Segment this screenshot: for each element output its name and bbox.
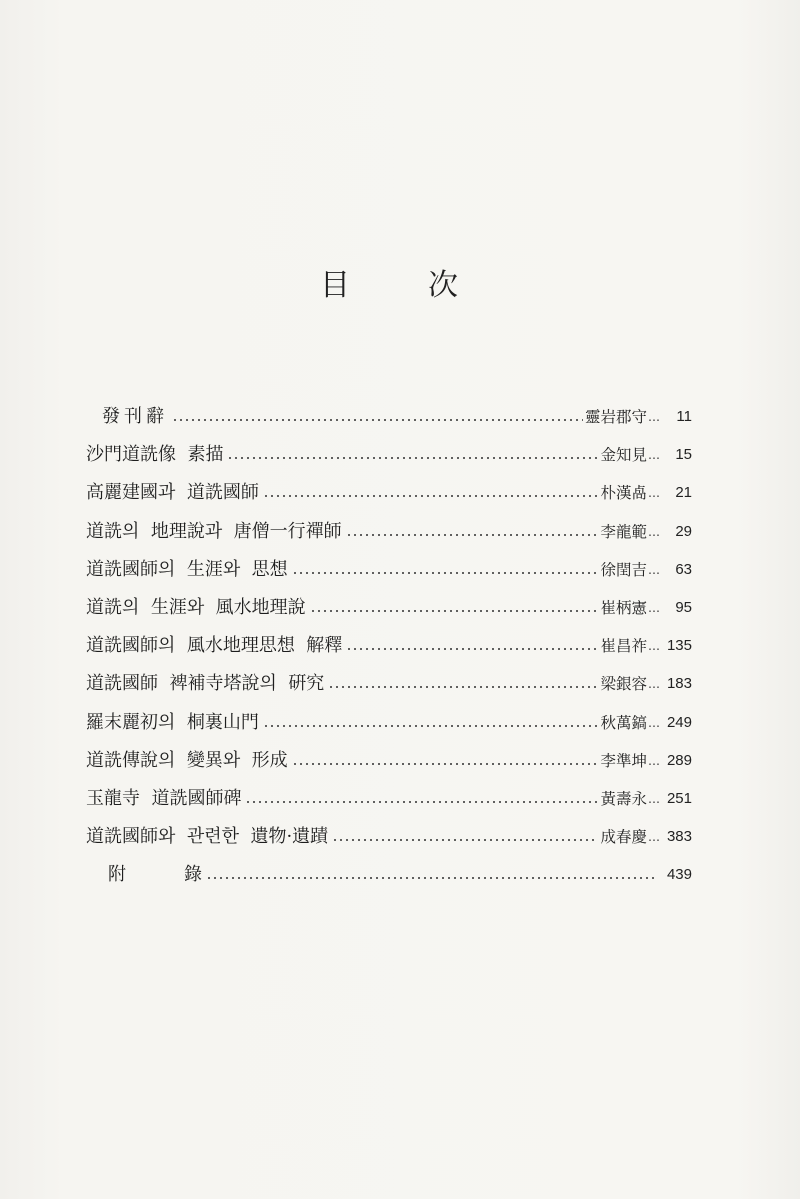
- toc-leader-dots: [206, 877, 658, 879]
- toc-entry-title: 羅末麗初의 桐裏山門: [86, 711, 259, 733]
- table-of-contents: [86, 398, 692, 894]
- toc-entry-page: 183: [666, 675, 692, 693]
- toc-entry: [86, 780, 692, 818]
- toc-entry-author: 崔柄憲: [600, 599, 647, 618]
- toc-entry-title: 道詵國師의 生涯와 思想: [86, 558, 288, 580]
- toc-entry-author: 黃壽永: [600, 789, 647, 808]
- toc-entry: [86, 704, 692, 742]
- toc-entry-page: 11: [676, 408, 692, 426]
- toc-entry-title: 道詵傳說의 變異와 形成: [86, 749, 288, 771]
- toc-entry-page: 439: [666, 866, 692, 884]
- toc-entry: [86, 436, 692, 474]
- toc-ellipsis: …: [648, 639, 661, 654]
- toc-leader-dots: [245, 801, 598, 803]
- toc-ellipsis: …: [648, 753, 661, 768]
- toc-leader-dots: [263, 725, 599, 727]
- toc-ellipsis: …: [648, 791, 661, 806]
- toc-entry-page: 135: [666, 637, 692, 655]
- toc-entry-title: 道詵國師 裨補寺塔說의 硏究: [86, 673, 325, 695]
- toc-entry-page: 29: [675, 522, 692, 540]
- page-title-char-1: 目: [320, 268, 350, 303]
- toc-leader-dots: [328, 686, 598, 688]
- toc-entry-page: 63: [675, 560, 692, 578]
- toc-entry: [86, 589, 692, 627]
- toc-entry-page: 383: [666, 828, 692, 846]
- toc-entry-author: 李準坤: [600, 751, 647, 770]
- toc-entry: [86, 742, 692, 780]
- toc-ellipsis: …: [648, 830, 661, 845]
- page-title-char-2: 次: [428, 268, 458, 303]
- toc-entry-title: 高麗建國과 道詵國師: [86, 482, 259, 504]
- toc-leader-dots: [292, 763, 599, 765]
- toc-entry-page: 249: [666, 713, 692, 731]
- toc-entry-title: 玉龍寺 道詵國師碑: [86, 787, 242, 809]
- toc-leader-dots: [227, 457, 598, 459]
- toc-ellipsis: …: [648, 601, 661, 616]
- toc-entry-title: 發刊辭: [102, 406, 168, 428]
- toc-entry-title: [86, 863, 202, 887]
- toc-entry-author: 金知見: [600, 446, 647, 465]
- toc-appendix-char-2: 錄: [184, 864, 202, 886]
- toc-leader-dots: [346, 648, 598, 650]
- toc-ellipsis: …: [648, 715, 661, 730]
- toc-entry-title: 道詵의 地理說과 唐僧一行禪師: [86, 520, 342, 542]
- toc-leader-dots: [172, 419, 583, 421]
- toc-leader-dots: [292, 572, 599, 574]
- toc-entry: [86, 474, 692, 512]
- toc-entry: [86, 818, 692, 856]
- toc-entry: [86, 513, 692, 551]
- toc-ellipsis: …: [648, 524, 661, 539]
- toc-ellipsis: …: [648, 677, 661, 692]
- toc-entry-page: 15: [675, 446, 692, 464]
- toc-entry-author: 崔昌祚: [600, 637, 647, 656]
- toc-leader-dots: [346, 534, 599, 536]
- toc-leader-dots: [332, 839, 598, 841]
- toc-entry-page: 95: [675, 599, 692, 617]
- toc-entry: [86, 398, 692, 436]
- toc-entry-author: 李龍範: [600, 522, 647, 541]
- toc-entry-appendix: [86, 856, 692, 894]
- toc-entry-page: 21: [675, 484, 692, 502]
- toc-entry-author: 成春慶: [600, 828, 647, 847]
- toc-ellipsis: …: [648, 448, 661, 463]
- toc-ellipsis: …: [648, 410, 661, 425]
- toc-entry-author: 靈岩郡守: [584, 408, 647, 427]
- toc-leader-dots: [263, 495, 599, 497]
- toc-entry-title: 沙門道詵像 素描: [86, 444, 224, 466]
- toc-ellipsis: …: [648, 562, 661, 577]
- toc-entry-author: 朴漢卨: [600, 484, 647, 503]
- page-title: [0, 266, 800, 306]
- toc-entry: [86, 665, 692, 703]
- toc-leader-dots: [310, 610, 599, 612]
- toc-entry-author: 梁銀容: [600, 675, 647, 694]
- toc-appendix-char-1: 附: [108, 864, 126, 886]
- toc-entry-title: 道詵의 生涯와 風水地理說: [86, 597, 306, 619]
- toc-entry: [86, 627, 692, 665]
- toc-entry-title: 道詵國師의 風水地理思想 解釋: [86, 635, 343, 657]
- toc-entry-author: 徐閏吉: [600, 560, 647, 579]
- toc-entry-title: 道詵國師와 관련한 遺物·遺蹟: [86, 826, 329, 848]
- toc-entry-page: 289: [666, 751, 692, 769]
- toc-entry: [86, 551, 692, 589]
- toc-ellipsis: …: [648, 486, 661, 501]
- toc-entry-author: 秋萬鎬: [600, 713, 647, 732]
- toc-entry-page: 251: [666, 789, 692, 807]
